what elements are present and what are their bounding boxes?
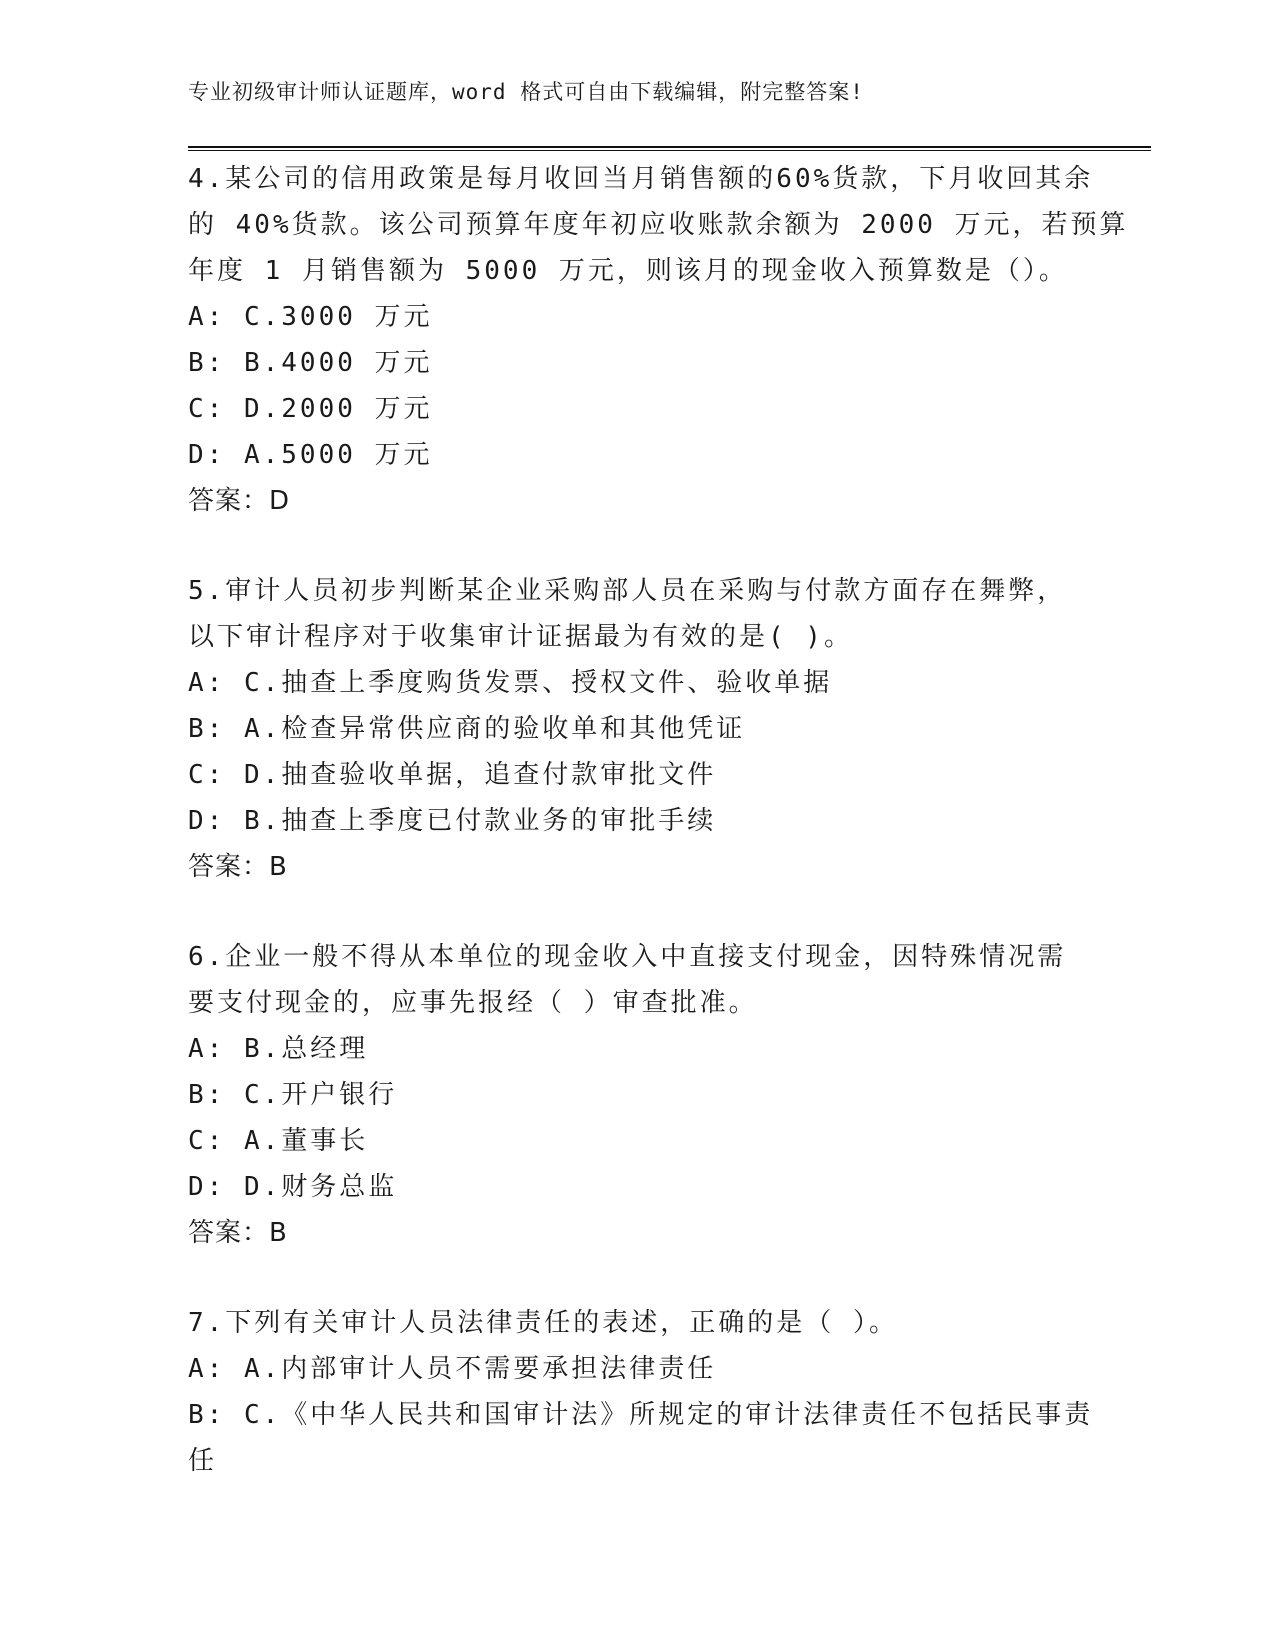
question-text-line: 要支付现金的，应事先报经（ ）审查批准。 (188, 988, 758, 1018)
option-d: D: B.抽查上季度已付款业务的审批手续 (188, 806, 717, 836)
question-4 (188, 156, 1129, 524)
answer-label: 答案：B (188, 1218, 288, 1248)
question-6 (188, 934, 1088, 1256)
question-text-line: 5.审计人员初步判断某企业采购部人员在采购与付款方面存在舞弊， (188, 576, 1067, 606)
question-text-line: 年度 1 月销售额为 5000 万元，则该月的现金收入预算数是（）。 (188, 256, 1068, 286)
question-5 (188, 568, 1088, 890)
page-header: 专业初级审计师认证题库，word 格式可自由下载编辑，附完整答案! (188, 80, 864, 104)
option-b: B: B.4000 万元 (188, 348, 433, 378)
option-a: A: C.3000 万元 (188, 302, 433, 332)
answer-label: 答案：B (188, 852, 288, 882)
question-text-line: 6.企业一般不得从本单位的现金收入中直接支付现金，因特殊情况需 (188, 942, 1067, 972)
question-text-line: 的 40%货款。该公司预算年度年初应收账款余额为 2000 万元，若预算 (188, 210, 1129, 240)
option-b: B: A.检查异常供应商的验收单和其他凭证 (188, 714, 746, 744)
option-c: C: D.2000 万元 (188, 394, 433, 424)
header-divider (188, 146, 1151, 151)
option-a: A: C.抽查上季度购货发票、授权文件、验收单据 (188, 668, 833, 698)
question-text-line: 7.下列有关审计人员法律责任的表述，正确的是（ ）。 (188, 1308, 898, 1338)
option-c: C: D.抽查验收单据，追查付款审批文件 (188, 760, 717, 790)
option-a: A: A.内部审计人员不需要承担法律责任 (188, 1354, 717, 1384)
option-a: A: B.总经理 (188, 1034, 369, 1064)
option-b: B: C.《中华人民共和国审计法》所规定的审计法律责任不包括民事责 (188, 1400, 1094, 1430)
option-b-continued: 任 (188, 1446, 218, 1476)
option-c: C: A.董事长 (188, 1126, 369, 1156)
option-d: D: A.5000 万元 (188, 440, 433, 470)
question-list (188, 156, 1129, 1528)
question-7 (188, 1300, 1094, 1484)
question-text-line: 以下审计程序对于收集审计证据最为有效的是( )。 (188, 622, 853, 652)
option-b: B: C.开户银行 (188, 1080, 398, 1110)
question-text-line: 4.某公司的信用政策是每月收回当月销售额的60%货款，下月收回其余 (188, 164, 1094, 194)
answer-label: 答案：D (188, 486, 291, 516)
option-d: D: D.财务总监 (188, 1172, 398, 1202)
